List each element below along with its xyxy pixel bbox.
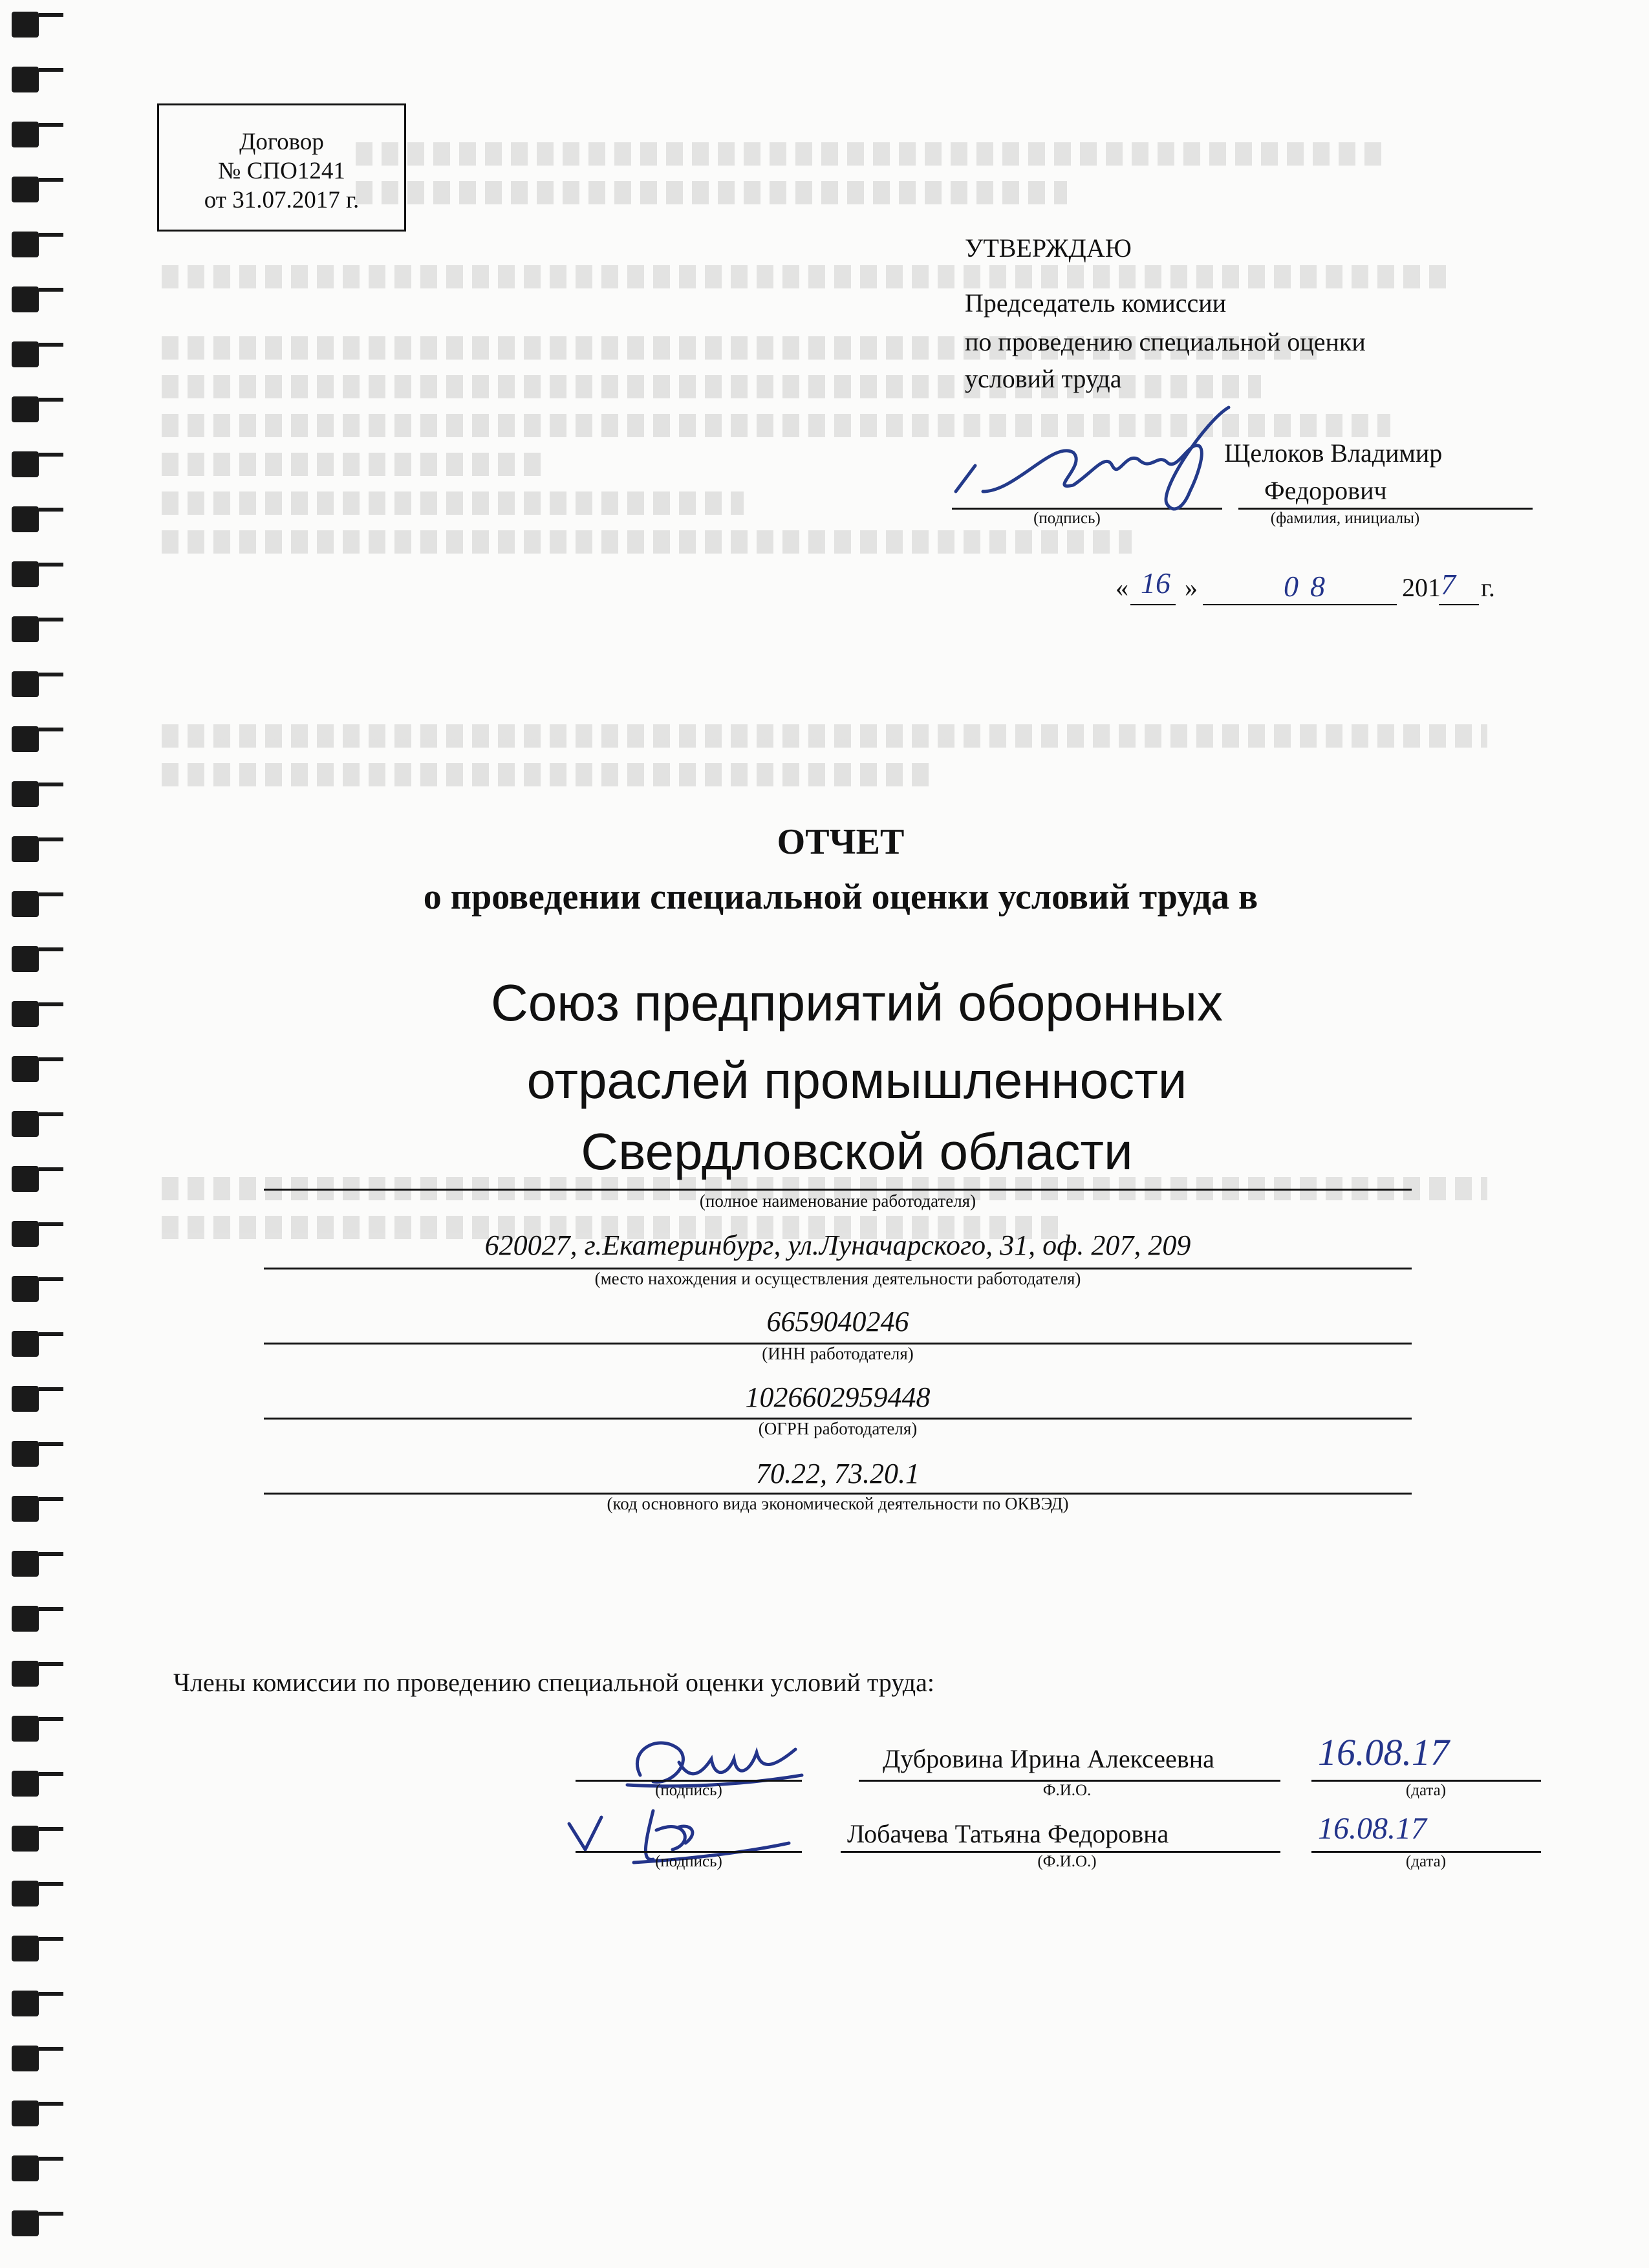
member1-name-caption: Ф.И.О. — [1042, 1782, 1092, 1799]
binding-hole — [12, 1606, 39, 1632]
binding-hole — [12, 1111, 39, 1137]
employer-address: 620027, г.Екатеринбург, ул.Луначарского, 31, оф. 207, 209 — [484, 1229, 1191, 1261]
member1-signature-caption: (подпись) — [655, 1782, 722, 1799]
approver-signature-caption: (подпись) — [1033, 510, 1101, 527]
spiral-binding — [0, 0, 65, 2268]
employer-inn-caption: (ИНН работодателя) — [762, 1344, 914, 1363]
binding-hole-edge — [39, 1827, 63, 1831]
report-title: ОТЧЕТ — [777, 822, 905, 862]
approver-name-line1: Щелоков Владимир — [1224, 438, 1443, 468]
approver-signature — [944, 394, 1248, 517]
binding-hole — [12, 341, 39, 367]
approver-position-line3: условий труда — [965, 364, 1122, 393]
binding-hole-edge — [39, 1552, 63, 1556]
employer-address-caption: (место нахождения и осуществления деятельности работодателя) — [594, 1269, 1081, 1288]
binding-hole-edge — [39, 1277, 63, 1281]
binding-hole-edge — [39, 1222, 63, 1226]
contract-label: Договор — [239, 129, 324, 155]
member1-date: 16.08.17 — [1318, 1731, 1449, 1773]
binding-hole — [12, 506, 39, 532]
member2-date: 16.08.17 — [1318, 1811, 1427, 1846]
binding-hole — [12, 1056, 39, 1082]
date-day-line — [1130, 604, 1176, 605]
commission-heading: Члены комиссии по проведению специальной оценки условий труда: — [173, 1668, 934, 1697]
binding-hole — [12, 1881, 39, 1906]
binding-hole-edge — [39, 1497, 63, 1501]
date-open-quote: « — [1116, 573, 1128, 602]
bleed-through-background — [162, 116, 1520, 2121]
date-day: 16 — [1141, 567, 1170, 599]
binding-hole-edge — [39, 1607, 63, 1611]
binding-hole-edge — [39, 288, 63, 292]
contract-number: № СПО1241 — [218, 158, 345, 184]
binding-hole — [12, 2101, 39, 2126]
binding-hole — [12, 1716, 39, 1742]
binding-hole — [12, 1386, 39, 1412]
binding-hole-edge — [39, 123, 63, 127]
binding-hole — [12, 561, 39, 587]
employer-inn: 6659040246 — [766, 1306, 909, 1337]
binding-hole-edge — [39, 13, 63, 17]
binding-hole-edge — [39, 1662, 63, 1666]
binding-hole — [12, 726, 39, 752]
date-year-digit: 7 — [1441, 568, 1456, 601]
binding-hole-edge — [39, 178, 63, 182]
employer-name-line3: Свердловской области — [581, 1123, 1133, 1180]
date-month-line — [1203, 604, 1397, 605]
binding-hole-edge — [39, 1882, 63, 1886]
employer-name-line2: отраслей промышленности — [526, 1052, 1187, 1109]
binding-hole-edge — [39, 1937, 63, 1941]
binding-hole-edge — [39, 508, 63, 512]
binding-hole-edge — [39, 1442, 63, 1446]
date-year-prefix: 201 — [1402, 573, 1441, 602]
binding-hole-edge — [39, 1057, 63, 1061]
binding-hole-edge — [39, 2102, 63, 2106]
contract-box — [157, 103, 406, 232]
binding-hole-edge — [39, 783, 63, 786]
binding-hole-edge — [39, 343, 63, 347]
approver-position-line2: по проведению специальной оценки — [965, 327, 1366, 356]
employer-okved-caption: (код основного вида экономической деятельности по ОКВЭД) — [607, 1494, 1069, 1513]
binding-hole-edge — [39, 892, 63, 896]
binding-hole-edge — [39, 837, 63, 841]
binding-hole — [12, 232, 39, 257]
binding-hole — [12, 1276, 39, 1302]
binding-hole — [12, 122, 39, 147]
binding-hole-edge — [39, 1332, 63, 1336]
binding-hole — [12, 671, 39, 697]
binding-hole — [12, 1991, 39, 2016]
binding-hole — [12, 891, 39, 917]
binding-hole — [12, 1441, 39, 1467]
date-year-line — [1439, 604, 1479, 605]
binding-hole — [12, 781, 39, 807]
binding-hole — [12, 1936, 39, 1961]
member1-name: Дубровина Ирина Алексеевна — [883, 1744, 1214, 1773]
binding-hole — [12, 1826, 39, 1852]
binding-hole-edge — [39, 1112, 63, 1116]
binding-hole — [12, 286, 39, 312]
binding-hole — [12, 177, 39, 202]
binding-hole-edge — [39, 2157, 63, 2161]
member2-name: Лобачева Татьяна Федоровна — [847, 1819, 1169, 1848]
date-month: 08 — [1284, 570, 1337, 603]
binding-hole-edge — [39, 233, 63, 237]
binding-hole-edge — [39, 1717, 63, 1721]
binding-hole — [12, 1221, 39, 1247]
binding-hole-edge — [39, 68, 63, 72]
report-subtitle: о проведении специальной оценки условий труда в — [423, 877, 1258, 917]
binding-hole-edge — [39, 618, 63, 621]
binding-hole — [12, 836, 39, 862]
member2-signature-caption: (подпись) — [655, 1853, 722, 1870]
binding-hole — [12, 2210, 39, 2236]
binding-hole-edge — [39, 453, 63, 457]
binding-hole-edge — [39, 1992, 63, 1996]
approver-name-caption: (фамилия, инициалы) — [1270, 510, 1420, 527]
employer-name-underline — [264, 1189, 1412, 1191]
employer-name-line1: Союз предприятий оборонных — [490, 974, 1223, 1031]
approver-name-line2: Федорович — [1264, 476, 1387, 505]
member1-date-caption: (дата) — [1405, 1782, 1447, 1799]
binding-hole — [12, 1771, 39, 1797]
binding-hole — [12, 1331, 39, 1357]
binding-hole — [12, 1001, 39, 1027]
binding-hole-edge — [39, 2212, 63, 2216]
approver-position-line1: Председатель комиссии — [965, 288, 1227, 318]
binding-hole — [12, 12, 39, 38]
binding-hole — [12, 451, 39, 477]
binding-hole-edge — [39, 673, 63, 676]
binding-hole — [12, 1551, 39, 1577]
date-close-quote: » — [1185, 573, 1198, 602]
binding-hole — [12, 2155, 39, 2181]
member2-date-caption: (дата) — [1405, 1853, 1447, 1870]
date-suffix: г. — [1481, 573, 1495, 602]
employer-ogrn: 1026602959448 — [745, 1381, 931, 1413]
binding-hole-edge — [39, 2047, 63, 2051]
binding-hole-edge — [39, 728, 63, 731]
binding-hole — [12, 1496, 39, 1522]
binding-hole-edge — [39, 1772, 63, 1776]
binding-hole — [12, 67, 39, 92]
approve-heading: УТВЕРЖДАЮ — [965, 233, 1132, 263]
binding-hole-edge — [39, 563, 63, 567]
binding-hole — [12, 616, 39, 642]
binding-hole — [12, 2046, 39, 2071]
binding-hole-edge — [39, 1387, 63, 1391]
contract-date: от 31.07.2017 г. — [204, 187, 360, 213]
employer-ogrn-caption: (ОГРН работодателя) — [758, 1419, 918, 1438]
binding-hole-edge — [39, 947, 63, 951]
binding-hole — [12, 1166, 39, 1192]
member2-name-caption: (Ф.И.О.) — [1037, 1853, 1097, 1870]
binding-hole — [12, 396, 39, 422]
binding-hole — [12, 1661, 39, 1687]
binding-hole-edge — [39, 1167, 63, 1171]
employer-okved: 70.22, 73.20.1 — [756, 1458, 920, 1489]
employer-name-caption: (полное наименование работодателя) — [699, 1191, 976, 1211]
binding-hole — [12, 946, 39, 972]
binding-hole-edge — [39, 398, 63, 402]
binding-hole-edge — [39, 1002, 63, 1006]
